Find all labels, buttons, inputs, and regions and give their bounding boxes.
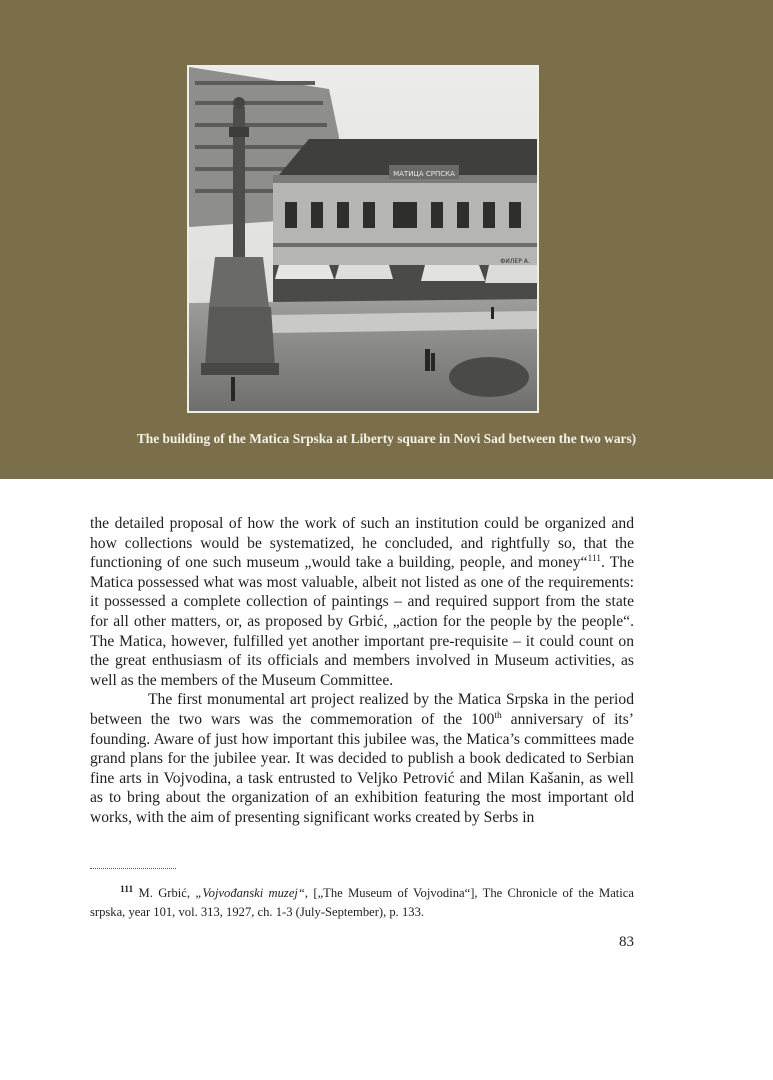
paragraph-1-part-a: the detailed proposal of how the work of such an institution could be organized and how collections would be systematized, he concluded, and rightfully so, that the functioning of one such museum „would take a building, people, and money“	[90, 515, 634, 572]
ordinal-superscript: th	[494, 710, 502, 721]
footnote	[90, 884, 634, 922]
footnote-reference[interactable]: 111	[587, 554, 601, 564]
body-text	[90, 514, 634, 828]
footnote-divider	[90, 868, 176, 869]
photo-illustration	[189, 67, 537, 411]
paragraph-1	[90, 514, 634, 690]
footnote-rest: , [„The Museum of Vojvodina“], The Chronicle of the Matica srpska, year 101, vol. 313, 1927, ch. 1-3 (July-September), p. 133.	[90, 886, 634, 919]
historic-building-photo	[187, 65, 539, 413]
footnote-title: „Vojvođanski muzej“	[195, 886, 305, 900]
building-sign: МАТИЦА СРПСКА	[393, 170, 455, 178]
page-number: 83	[619, 934, 634, 950]
paragraph-2-part-b: anniversary of its’ founding. Aware of just how important this jubilee was, the Matica’s committees made grand plans for the jubilee year. It was decided to publish a book dedicated to Serbian fine arts in Vojvodina, a task entrusted to Veljko Petrović and Milan Kašanin, as well as to bring about the organization of an exhibition featuring the most important old works, with the aim of presenting significant works created by Serbs in	[90, 710, 634, 826]
footnote-author: M. Grbić,	[133, 886, 196, 900]
shop-sign: ФИЛЕР А.	[500, 258, 530, 265]
paragraph-1-part-b: . The Matica possessed what was most valuable, albeit not listed as one of the requirements: it possessed a complete collection of paintings – and required support from the state for all other matters, or, as proposed by Grbić, „action for the people by the people“. The Matica, however, fulfilled yet another important pre-requisite – it could count on the great enthusiasm of its officials and members involved in Museum activities, as well as the members of the Museum Committee.	[90, 554, 634, 689]
footnote-number: 111	[120, 884, 134, 895]
figure-band	[0, 0, 773, 479]
paragraph-2-part-a: The first monumental art project realized by the Matica Srpska in the period between the two wars was the commemoration of the 100	[90, 691, 634, 728]
figure-caption: The building of the Matica Srpska at Liberty square in Novi Sad between the two wars)	[136, 431, 637, 446]
paragraph-2	[90, 690, 634, 827]
